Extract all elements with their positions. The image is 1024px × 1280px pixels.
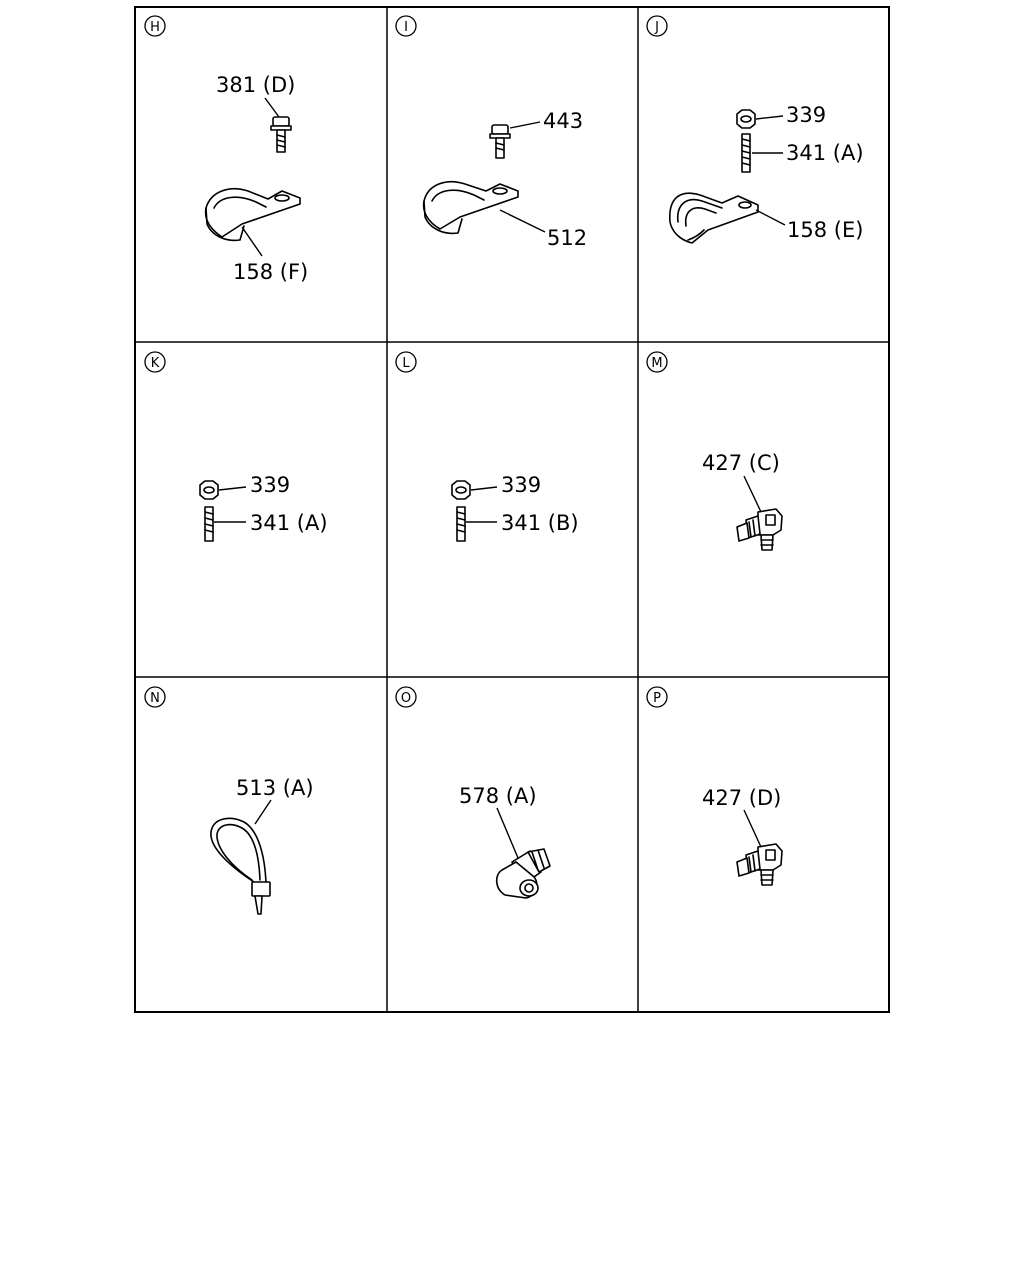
- panel-letter-n: N: [150, 691, 160, 706]
- leader-j-clip: [756, 210, 785, 225]
- panel-badge-n: [145, 687, 165, 707]
- panel-badge-p: [647, 687, 667, 707]
- callout-i-clip: 512: [547, 226, 588, 250]
- panel-badge-k: [145, 352, 165, 372]
- leader-i-bolt: [510, 122, 540, 128]
- panel-p: [647, 687, 782, 885]
- callout-k-stud: 341 (A): [250, 511, 328, 535]
- panel-badge-i: [396, 16, 416, 36]
- hose-elbow-icon: [497, 849, 550, 898]
- callout-h-bolt: 381 (D): [216, 73, 296, 97]
- panel-letter-o: O: [400, 691, 412, 706]
- panel-o: [396, 687, 550, 898]
- loop-clip-icon: [206, 189, 300, 241]
- flange-bolt-icon: [490, 125, 510, 158]
- flange-nut-icon: [452, 481, 470, 499]
- leader-l-nut: [471, 487, 497, 490]
- panel-letter-p: P: [653, 691, 661, 706]
- callout-j-stud: 341 (A): [786, 141, 864, 165]
- panel-letter-j: J: [655, 20, 659, 35]
- panel-badge-o: [396, 687, 416, 707]
- callout-o-elbow: 578 (A): [459, 784, 537, 808]
- stud-icon: [205, 507, 213, 541]
- panel-badge-h: [145, 16, 165, 36]
- panel-k: [145, 352, 328, 541]
- panel-letter-m: M: [651, 356, 663, 371]
- leader-h-clip: [242, 227, 262, 256]
- elbow-fitting-icon: [737, 509, 782, 550]
- panel-i: [396, 16, 587, 250]
- flange-nut-icon: [200, 481, 218, 499]
- panel-n: [145, 687, 314, 914]
- panel-badge-l: [396, 352, 416, 372]
- panel-letter-h: H: [150, 20, 160, 35]
- loop-clip-icon: [424, 182, 518, 234]
- flange-bolt-icon: [271, 117, 291, 152]
- elbow-fitting-icon: [737, 844, 782, 885]
- callout-l-stud: 341 (B): [501, 511, 579, 535]
- callout-p-elbow: 427 (D): [702, 786, 782, 810]
- callout-j-nut: 339: [786, 103, 827, 127]
- cable-tie-icon: [211, 818, 270, 914]
- stud-icon: [742, 134, 750, 172]
- callout-k-nut: 339: [250, 473, 291, 497]
- panel-l: [396, 352, 579, 541]
- leader-k-nut: [219, 487, 246, 490]
- leader-j-nut: [756, 116, 783, 119]
- leader-m-elbow: [744, 476, 761, 512]
- leader-h-bolt: [265, 98, 279, 117]
- panel-h: [145, 16, 308, 284]
- panel-m: [647, 352, 782, 550]
- callout-m-elbow: 427 (C): [702, 451, 780, 475]
- panel-badge-j: [647, 16, 667, 36]
- leader-o-elbow: [497, 808, 518, 858]
- panel-j: [647, 16, 864, 243]
- callout-l-nut: 339: [501, 473, 542, 497]
- callout-h-clip: 158 (F): [233, 260, 309, 284]
- panel-badge-m: [647, 352, 667, 372]
- callout-i-bolt: 443: [543, 109, 584, 133]
- callout-n-tie: 513 (A): [236, 776, 314, 800]
- panel-letter-i: I: [404, 20, 408, 35]
- stud-icon: [457, 507, 465, 541]
- leader-n-tie: [255, 800, 271, 824]
- leader-i-clip: [500, 210, 545, 232]
- leader-p-elbow: [744, 810, 761, 847]
- flange-nut-icon: [737, 110, 755, 128]
- panel-letter-k: K: [150, 356, 160, 371]
- panel-letter-l: L: [402, 356, 410, 371]
- callout-j-clip: 158 (E): [787, 218, 864, 242]
- cushion-clip-icon: [670, 193, 758, 243]
